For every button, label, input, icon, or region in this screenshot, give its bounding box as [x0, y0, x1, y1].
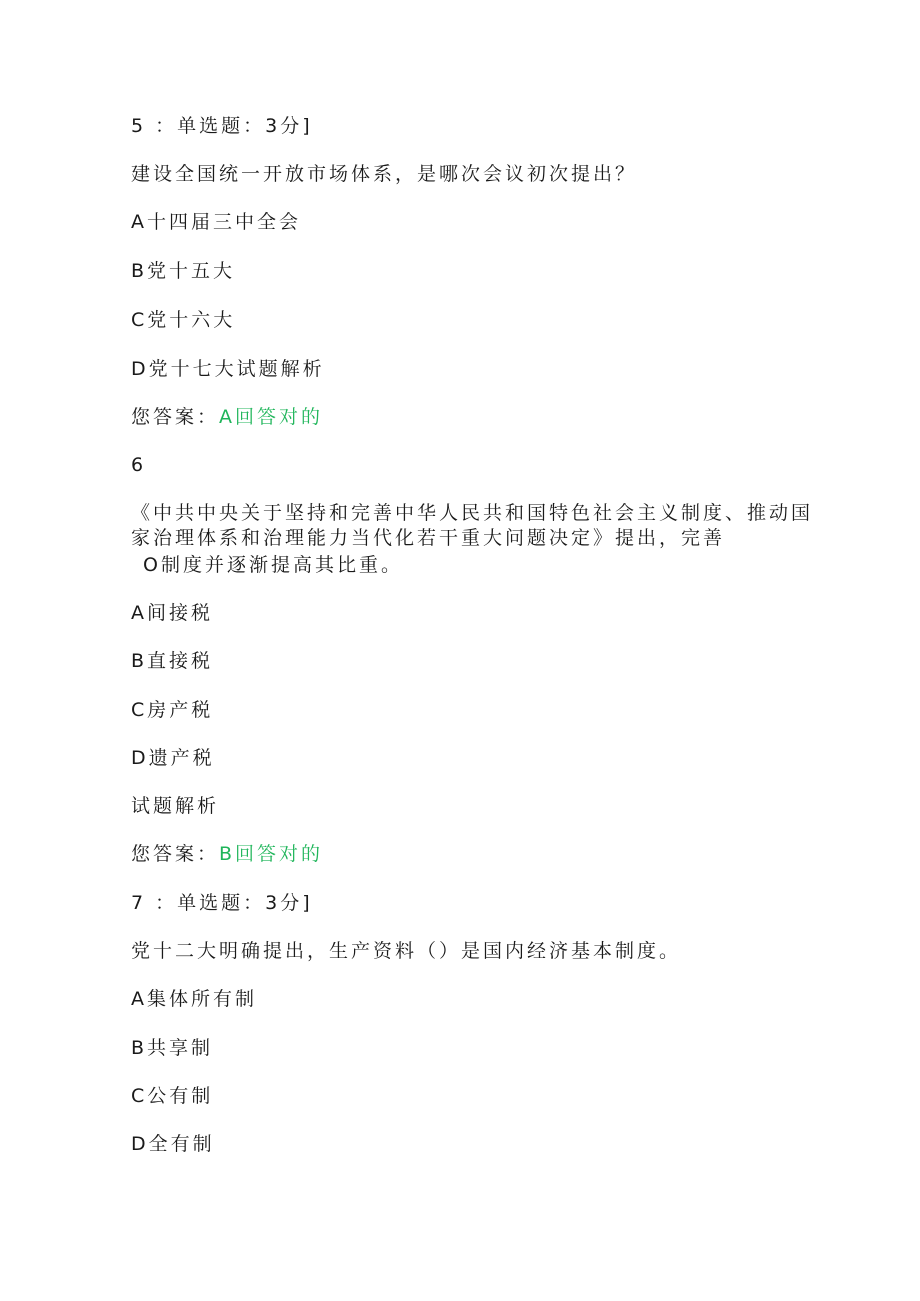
answer-prefix: 您答案： [131, 843, 220, 865]
question-5-header: 5 ：单选题：3分] [131, 115, 313, 137]
question-6-option-a: A间接税 [131, 602, 213, 624]
question-6-stem-line-1: 《中共中央关于坚持和完善中华人民共和国特色社会主义制度、推动国 [131, 502, 814, 524]
question-6-option-d: D遗产税 [131, 747, 215, 769]
answer-result: A回答对的 [219, 406, 324, 428]
question-6-stem-line-2: 家治理体系和治理能力当代化若干重大问题决定》提出，完善 [131, 527, 726, 549]
question-6-option-c: C房产税 [131, 699, 214, 721]
question-6-header: 6 [131, 454, 147, 476]
question-6-answer [131, 842, 323, 866]
question-5-option-c: C党十六大 [131, 309, 236, 331]
question-7-option-d: D全有制 [131, 1133, 215, 1155]
question-6-analysis: 试题解析 [131, 795, 220, 817]
question-6-stem-line-3: O制度并逐渐提高其比重。 [143, 554, 403, 576]
question-5-stem: 建设全国统一开放市场体系，是哪次会议初次提出？ [131, 163, 638, 185]
question-5-answer [131, 405, 323, 429]
question-7-option-a: A集体所有制 [131, 988, 257, 1010]
question-7-stem: 党十二大明确提出，生产资料（）是国内经济基本制度。 [131, 940, 682, 962]
question-7-option-b: B共享制 [131, 1037, 214, 1059]
question-6-option-b: B直接税 [131, 650, 214, 672]
question-5-option-d: D党十七大试题解析 [131, 358, 325, 380]
answer-result: B回答对的 [219, 843, 324, 865]
question-5-option-b: B党十五大 [131, 260, 236, 282]
question-7-option-c: C公有制 [131, 1085, 214, 1107]
question-5-option-a: A十四届三中全会 [131, 211, 301, 233]
answer-prefix: 您答案： [131, 406, 220, 428]
question-7-header: 7 ：单选题：3分] [131, 892, 313, 914]
